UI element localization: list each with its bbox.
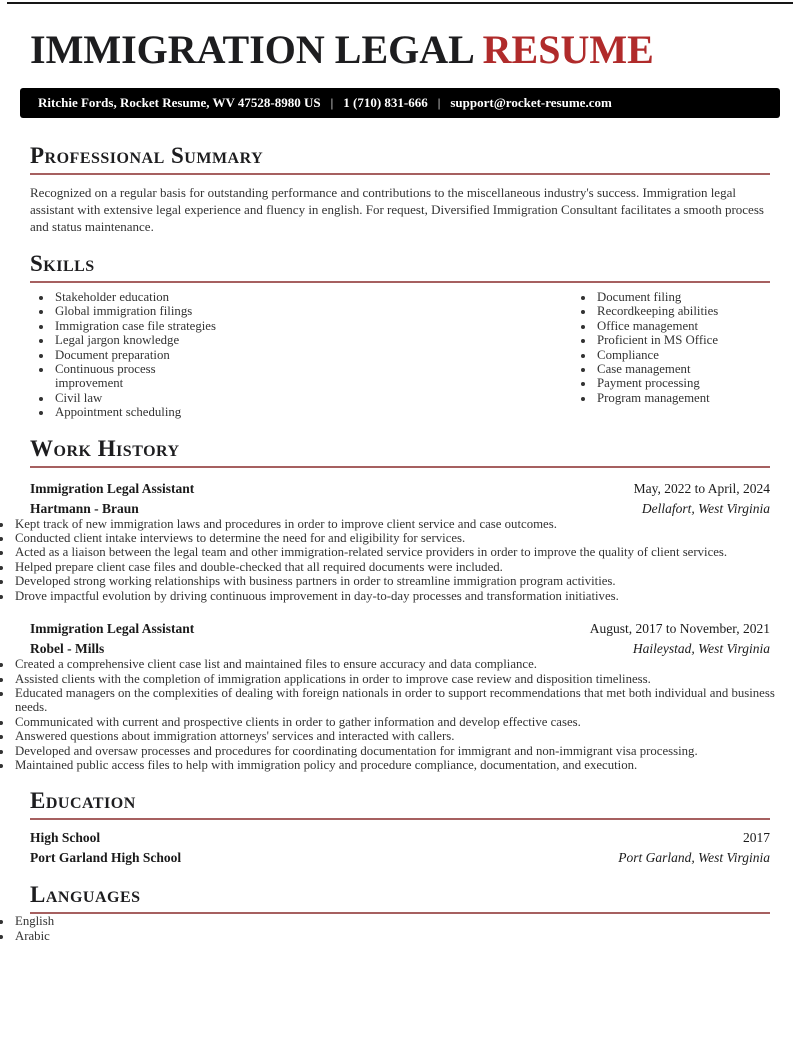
section-skills: [0, 251, 800, 420]
job-entry: [0, 480, 800, 603]
section-languages: [0, 882, 800, 943]
contact-email: support@rocket-resume.com: [450, 95, 612, 110]
page-top-border: [7, 2, 793, 4]
education-year: 2017: [743, 830, 770, 846]
job-bullet: • Created a comprehensive client case list and maintained files to ensure accuracy and data compliance.: [13, 657, 800, 671]
skill-item: • Case management: [595, 362, 770, 376]
section-divider: [30, 281, 770, 283]
job-bullet: • Helped prepare client case files and double-checked that all required documents were included.: [13, 560, 800, 574]
section-education: [0, 788, 800, 866]
job-bullet-list: [0, 657, 800, 772]
job-bullet: • Kept track of new immigration laws and procedures in order to improve client service and case outcomes.: [13, 517, 800, 531]
job-dates: August, 2017 to November, 2021: [589, 621, 770, 637]
contact-bar: [20, 88, 780, 118]
skill-item: • Civil law: [53, 391, 224, 405]
job-title-row: [30, 480, 770, 497]
professional-summary-text: Recognized on a regular basis for outstanding performance and contributions to the miscellaneous industry's success. Immigration legal assistant with extensive legal experience and fluency in english. For request, Diversified Immigration Consultant facilitates a smooth process and status maintenance.: [30, 185, 764, 234]
languages-list: [0, 914, 800, 943]
skills-columns: [30, 290, 770, 420]
job-bullet: • Answered questions about immigration attorneys' services and interacted with callers.: [13, 729, 800, 743]
job-bullet: • Maintained public access files to help with immigration policy and procedure compliance, documentation, and execution.: [13, 758, 800, 772]
job-title: Immigration Legal Assistant: [30, 480, 195, 496]
section-professional-summary: [0, 143, 800, 235]
skill-item: • Recordkeeping abilities: [595, 304, 770, 318]
job-bullet: • Educated managers on the complexities of dealing with foreign nationals in order to support recommendations that met both individual and business needs.: [13, 686, 800, 715]
resume-title-accent: RESUME: [482, 27, 654, 72]
job-bullet: • Drove impactful evolution by driving continuous improvement in day-to-day processes and transformation initiatives.: [13, 589, 800, 603]
language-item: • English: [13, 914, 800, 928]
professional-summary-heading: Professional Summary: [30, 143, 264, 168]
resume-title: [30, 29, 770, 71]
work-history-heading: Work History: [30, 435, 180, 461]
job-bullet: • Assisted clients with the completion of immigration applications in order to improve case review and disposition timeliness.: [13, 672, 800, 686]
skill-item: • Appointment scheduling: [53, 405, 224, 419]
job-entry: [0, 620, 800, 772]
job-bullet-list: [0, 517, 800, 603]
contact-separator: |: [330, 95, 334, 110]
job-company-row: [30, 500, 770, 517]
skill-item: • Proficient in MS Office: [595, 333, 770, 347]
skill-item: • Stakeholder education: [53, 290, 224, 304]
job-title-row: [30, 620, 770, 637]
job-bullet: • Conducted client intake interviews to determine the need for and eligibility for services.: [13, 531, 800, 545]
contact-separator: |: [437, 95, 441, 110]
job-company: Hartmann - Braun: [30, 500, 139, 516]
job-title: Immigration Legal Assistant: [30, 621, 195, 637]
job-company-row: [30, 640, 770, 657]
education-degree-row: [30, 829, 770, 846]
languages-heading: Languages: [30, 882, 141, 908]
job-bullet: • Developed and oversaw processes and procedures for coordinating documentation for immigrant and non-immigrant visa processing.: [13, 744, 800, 758]
skill-item: • Program management: [595, 391, 770, 405]
contact-address: Ritchie Fords, Rocket Resume, WV 47528-8980 US: [38, 95, 321, 110]
education-heading: Education: [30, 788, 136, 814]
job-location: Haileystad, West Virginia: [632, 641, 770, 657]
job-bullet: • Acted as a liaison between the legal team and other immigration-related service providers in order to improve the quality of client services.: [13, 545, 800, 559]
skills-list-right: [582, 290, 770, 420]
skill-item: • Payment processing: [595, 376, 770, 390]
job-dates: May, 2022 to April, 2024: [633, 480, 770, 496]
education-degree: High School: [30, 830, 101, 846]
language-item: • Arabic: [13, 929, 800, 943]
skills-heading: Skills: [30, 251, 95, 276]
resume-title-primary: IMMIGRATION LEGAL: [30, 27, 483, 72]
skill-item: • Immigration case file strategies: [53, 319, 224, 333]
section-work-history: [0, 436, 800, 773]
education-school-row: [30, 849, 770, 866]
contact-phone: 1 (710) 831-666: [343, 95, 428, 110]
skill-item: • Office management: [595, 319, 770, 333]
skills-list-left: [40, 290, 224, 420]
skill-item: • Document filing: [595, 290, 770, 304]
job-bullet: • Communicated with current and prospective clients in order to gather information and develop effective cases.: [13, 715, 800, 729]
education-school: Port Garland High School: [30, 850, 182, 866]
education-entry: [0, 829, 800, 866]
section-divider: [30, 466, 770, 468]
section-divider: [30, 818, 770, 820]
skill-item: • Document preparation: [53, 348, 224, 362]
skill-item: • Compliance: [595, 348, 770, 362]
job-bullet: • Developed strong working relationships with business partners in order to streamline immigration program activities.: [13, 574, 800, 588]
job-location: Dellafort, West Virginia: [641, 500, 770, 516]
section-divider: [30, 173, 770, 175]
skill-item: • Legal jargon knowledge: [53, 333, 224, 347]
job-company: Robel - Mills: [30, 641, 105, 657]
education-location: Port Garland, West Virginia: [618, 850, 770, 866]
skill-item: • Continuous process improvement: [53, 362, 224, 391]
skill-item: • Global immigration filings: [53, 304, 224, 318]
